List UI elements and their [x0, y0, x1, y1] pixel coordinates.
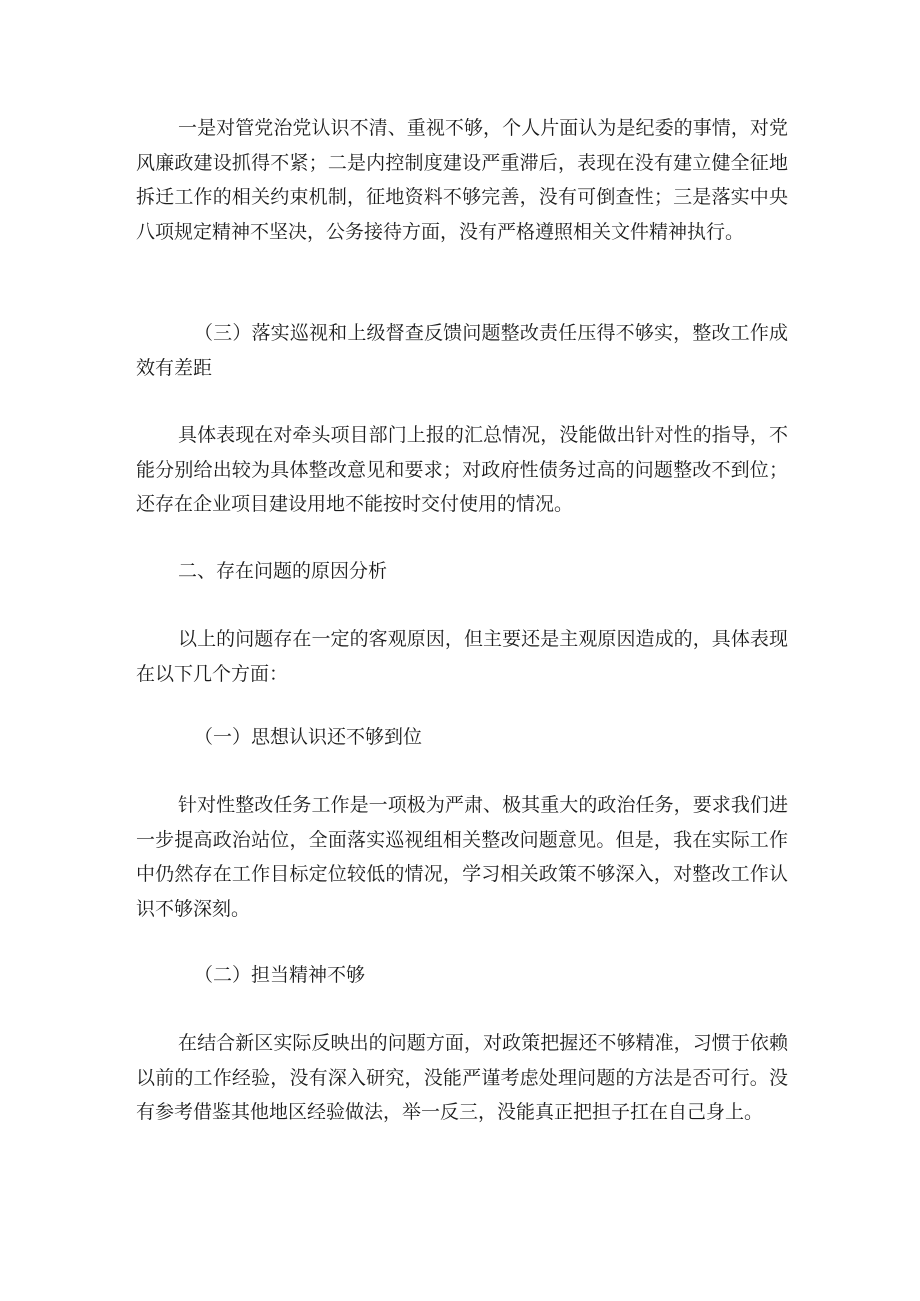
heading-subsection-one: （一）思想认识还不够到位	[194, 726, 423, 748]
heading-subsection-three: （三）落实巡视和上级督查反馈问题整改责任压得不够实，整改工作成效有差距	[136, 322, 788, 379]
heading-subsection-two: （二）担当精神不够	[194, 964, 366, 986]
heading-section-two: 二、存在问题的原因分析	[178, 560, 388, 582]
paragraph-cause-intro: 以上的问题存在一定的客观原因，但主要还是主观原因造成的，具体表现在以下几个方面：	[136, 628, 788, 685]
paragraph-problem-details: 一是对管党治党认识不清、重视不够，个人片面认为是纪委的事情，对党风廉政建设抓得不紧；二是内控制度建设严重滞后，表现在没有建立健全征地拆迁工作的相关约束机制，征地资料不够完善，没有可倒查性；三是落实中央八项规定精神不坚决，公务接待方面，没有严格遵照相关文件精神执行。	[136, 117, 788, 243]
paragraph-responsibility-details: 在结合新区实际反映出的问题方面，对政策把握还不够精准，习惯于依赖以前的工作经验，没有深入研究，没能严谨考虑处理问题的方法是否可行。没有参考借鉴其他地区经验做法，举一反三，没能真正把担子扛在自己身上。	[136, 1032, 788, 1123]
paragraph-rectification-details: 具体表现在对牵头项目部门上报的汇总情况，没能做出针对性的指导，不能分别给出较为具体整改意见和要求；对政府性债务过高的问题整改不到位；还存在企业项目建设用地不能按时交付使用的情况。	[136, 424, 788, 515]
paragraph-ideology-details: 针对性整改任务工作是一项极为严肃、极其重大的政治任务，要求我们进一步提高政治站位，全面落实巡视组相关整改问题意见。但是，我在实际工作中仍然存在工作目标定位较低的情况，学习相关政策不够深入，对整改工作认识不够深刻。	[136, 794, 788, 920]
